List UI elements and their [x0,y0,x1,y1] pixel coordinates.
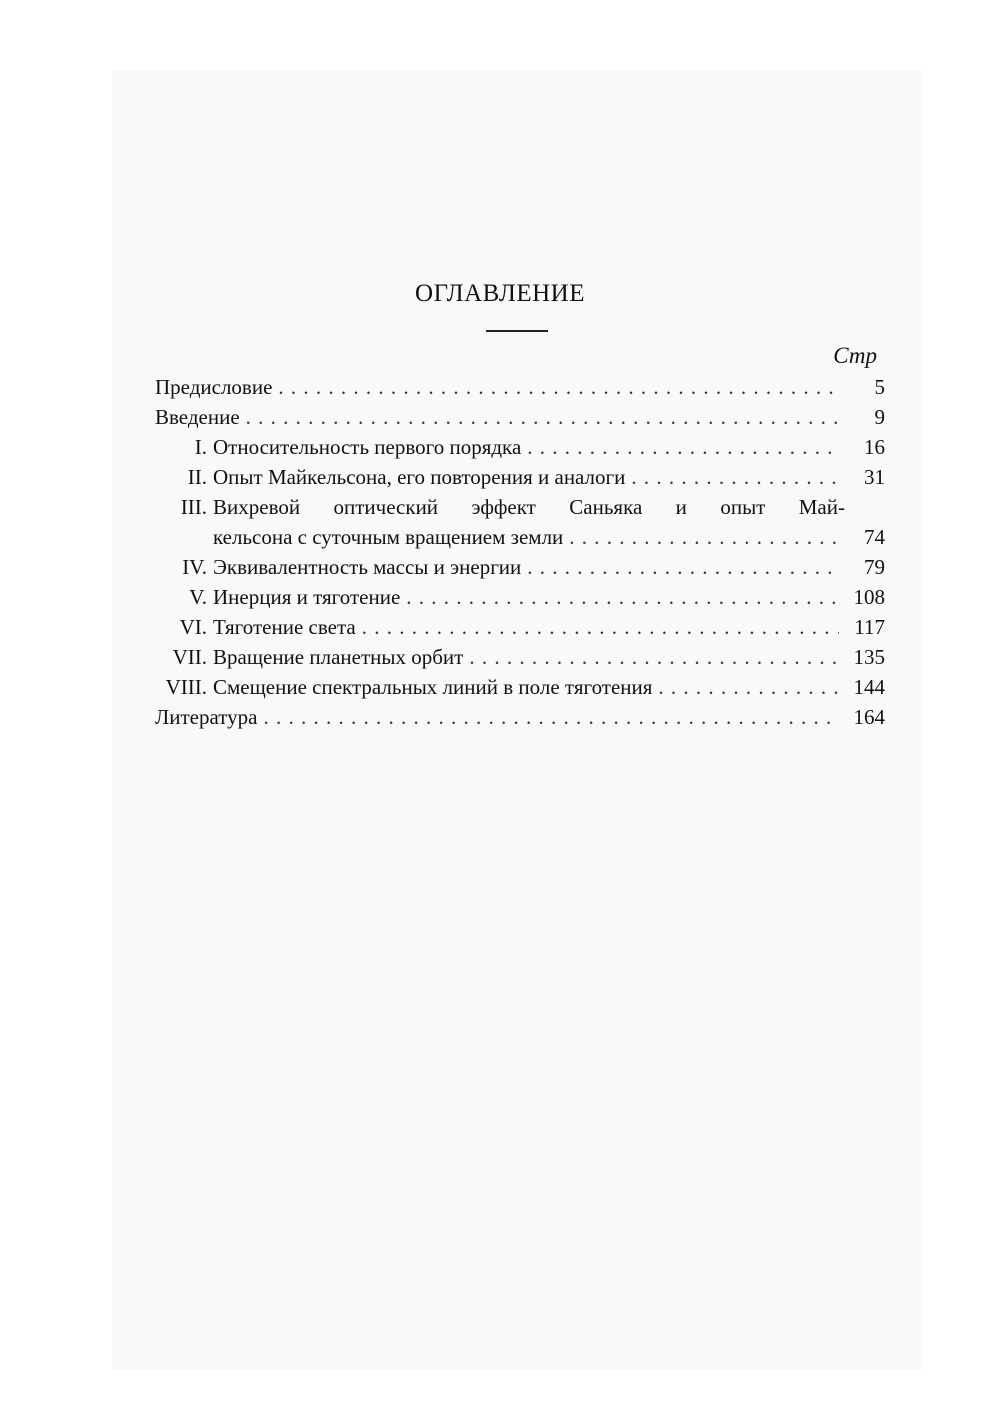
dot-leader [246,402,839,432]
toc-entry-chapter-3[interactable] [155,492,885,522]
toc-entry-title: Предисловие [155,375,273,399]
chapter-number: I. [194,435,207,459]
toc-entry-chapter-5[interactable] [155,582,885,612]
toc-entry-preface[interactable] [155,372,885,402]
toc-entry-title: Тяготение света [213,615,356,639]
page-column-label: Стр [833,343,877,368]
toc-entry-chapter-4[interactable] [155,552,885,582]
dot-leader [263,702,839,732]
toc-entry-chapter-7[interactable] [155,642,885,672]
dot-leader [631,462,839,492]
toc-entry-page: 5 [874,375,885,399]
toc-entry-title-continuation: кельсона с суточным вращением земли [213,525,564,549]
toc-entry-page: 31 [864,465,885,489]
dot-leader [527,432,839,462]
toc-entry-chapter-2[interactable] [155,462,885,492]
chapter-number: IV. [182,555,207,579]
toc-entry-title: Эквивалентность массы и энергии [213,555,522,579]
chapter-number: V. [189,585,207,609]
dot-leader [469,642,839,672]
toc-entry-page: 16 [864,435,885,459]
toc-entry-chapter-3-continued[interactable] [155,522,885,552]
toc-entry-page: 79 [864,555,885,579]
toc-entry-page: 74 [864,525,885,549]
toc-entry-title: Введение [155,405,240,429]
chapter-number: VI. [179,615,207,639]
chapter-number: III. [180,495,207,519]
toc-entry-page: 144 [853,675,885,699]
toc-entry-page: 108 [853,585,885,609]
toc-entry-title: Относительность первого порядка [213,435,522,459]
chapter-number: VIII. [165,675,207,699]
toc-entry-title: Смещение спектральных линий в поле тяготения [213,675,653,699]
dot-leader [569,522,839,552]
toc-entry-title: Литература [155,705,258,729]
toc-entry-title: Инерция и тяготение [213,585,401,609]
dot-leader [362,612,839,642]
chapter-number: II. [187,465,207,489]
page-title: ОГЛАВЛЕНИЕ [415,280,585,307]
dot-leader [658,672,839,702]
chapter-number: VII. [172,645,207,669]
dot-leader [278,372,839,402]
table-of-contents [155,340,885,732]
toc-entry-chapter-8[interactable] [155,672,885,702]
title-underline [486,330,548,332]
toc-entry-page: 164 [853,705,885,729]
toc-entry-introduction[interactable] [155,402,885,432]
toc-entry-title: Опыт Майкельсона, его повторения и аналоги [213,465,626,489]
toc-entry-page: 9 [874,405,885,429]
toc-entry-title: Вихревой оптический эффект Саньяка и опыт Май- [213,495,845,519]
toc-entry-chapter-6[interactable] [155,612,885,642]
dot-leader [527,552,839,582]
toc-entry-page: 117 [854,615,885,639]
toc-entry-title: Вращение планетных орбит [213,645,464,669]
toc-entry-chapter-1[interactable] [155,432,885,462]
dot-leader [406,582,839,612]
toc-entry-page: 135 [853,645,885,669]
toc-entry-bibliography[interactable] [155,702,885,732]
